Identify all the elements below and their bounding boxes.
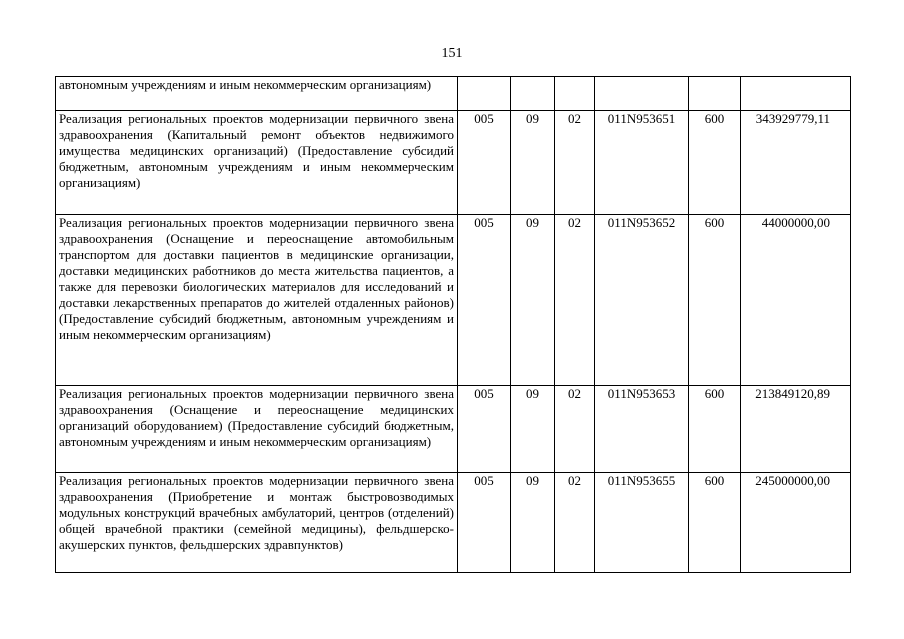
expense-type-code: 600 (689, 215, 741, 386)
expense-type-code: 600 (689, 386, 741, 473)
target-code (595, 77, 689, 111)
amount (741, 77, 851, 111)
section-code: 09 (511, 473, 555, 573)
target-code: 011N953651 (595, 111, 689, 215)
ministry-code: 005 (458, 386, 511, 473)
table-row (56, 77, 851, 111)
table-row (56, 111, 851, 215)
section-code: 09 (511, 215, 555, 386)
amount: 343929779,11 (741, 111, 851, 215)
row-description: автономным учреждениям и иным некоммерческим организациям) (56, 77, 458, 111)
section-code (511, 77, 555, 111)
target-code: 011N953653 (595, 386, 689, 473)
subsection-code: 02 (555, 111, 595, 215)
subsection-code: 02 (555, 473, 595, 573)
row-description: Реализация региональных проектов модернизации первичного звена здравоохранения (Оснащение и переоснащение автомобильным транспортом для доставки пациентов в медицинские организации, доставки медицинских работников до места жительства пациентов, а также для перевозки биологических материалов для исследований и доставки лекарственных препаратов до жителей отдаленных районов) (Предоставление субсидий бюджетным, автономным учреждениям и иным некоммерческим организациям) (56, 215, 458, 386)
ministry-code: 005 (458, 215, 511, 386)
expense-type-code (689, 77, 741, 111)
target-code: 011N953652 (595, 215, 689, 386)
table-row (56, 386, 851, 473)
expense-type-code: 600 (689, 111, 741, 215)
row-description: Реализация региональных проектов модернизации первичного звена здравоохранения (Приобретение и монтаж быстровозводимых модульных конструкций врачебных амбулаторий, центров (отделений) общей врачебной практики (семейной медицины), фельдшерско-акушерских пунктов, фельдшерских здравпунктов) (56, 473, 458, 573)
amount: 245000000,00 (741, 473, 851, 573)
amount: 213849120,89 (741, 386, 851, 473)
subsection-code: 02 (555, 386, 595, 473)
subsection-code (555, 77, 595, 111)
row-description: Реализация региональных проектов модернизации первичного звена здравоохранения (Капитальный ремонт объектов недвижимого имущества медицинских организаций) (Предоставление субсидий бюджетным, автономным учреждениям и иным некоммерческим организациям) (56, 111, 458, 215)
ministry-code (458, 77, 511, 111)
expense-type-code: 600 (689, 473, 741, 573)
ministry-code: 005 (458, 111, 511, 215)
ministry-code: 005 (458, 473, 511, 573)
amount: 44000000,00 (741, 215, 851, 386)
section-code: 09 (511, 111, 555, 215)
subsection-code: 02 (555, 215, 595, 386)
page-number: 151 (441, 46, 463, 61)
budget-table (55, 76, 851, 573)
target-code: 011N953655 (595, 473, 689, 573)
table-row (56, 215, 851, 386)
section-code: 09 (511, 386, 555, 473)
table-row (56, 473, 851, 573)
row-description: Реализация региональных проектов модернизации первичного звена здравоохранения (Оснащение и переоснащение медицинских организаций оборудованием) (Предоставление субсидий бюджетным, автономным учреждениям и иным некоммерческим организациям) (56, 386, 458, 473)
